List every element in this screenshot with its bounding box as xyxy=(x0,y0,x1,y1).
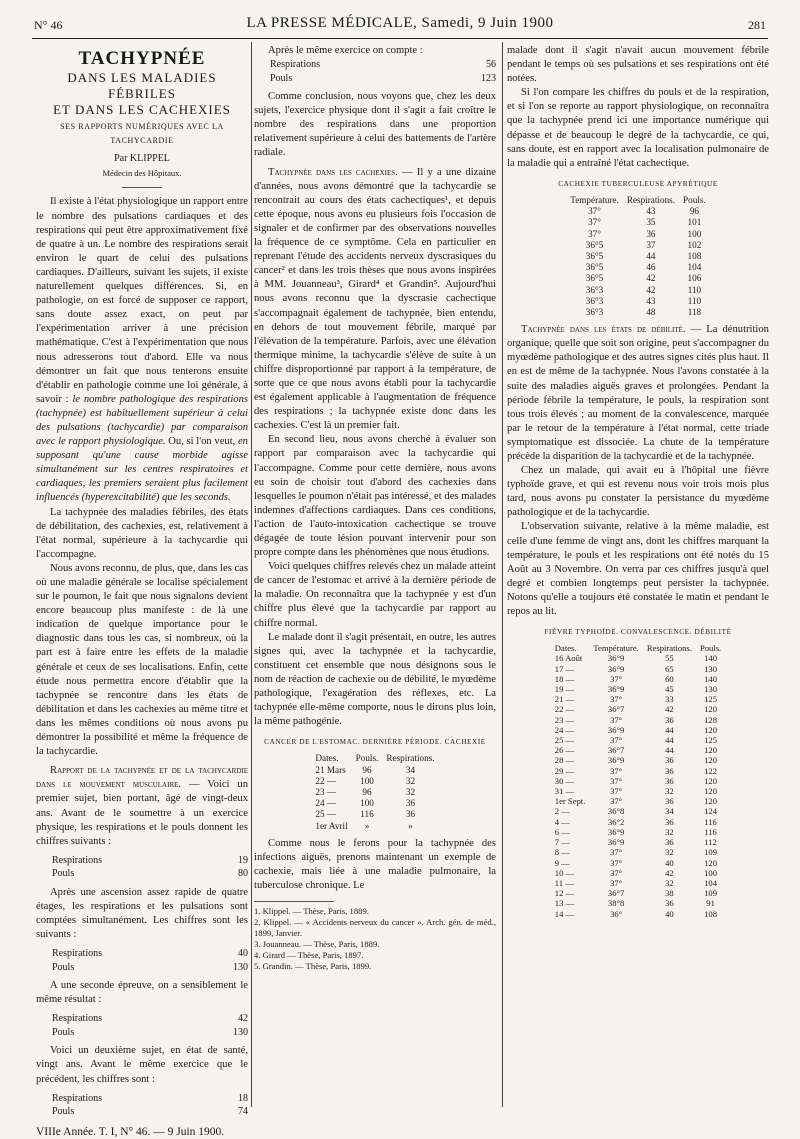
footnote: 5. Grandin. — Thèse, Paris, 1899. xyxy=(254,961,372,972)
table-row xyxy=(566,251,710,262)
table-header: Dates. xyxy=(315,753,339,764)
title-separator xyxy=(122,187,162,188)
paragraph: Comme nous le ferons pour la tachypnée des infections aiguës, prenons maintenant un exemple de cachexie, mais liée à une maladie pulmonaire, la tuberculose chronique. Le xyxy=(254,837,496,892)
table-row xyxy=(551,766,725,776)
table-cell: 23 — xyxy=(315,787,337,798)
table-cell: 32 xyxy=(665,826,674,837)
table-cell: 38 xyxy=(665,888,674,899)
table-cell: 10 — xyxy=(554,867,575,878)
table-cell: 34 xyxy=(405,764,416,775)
table-caption: CANCER DE L'ESTOMAC. DERNIÈRE PÉRIODE. CACHEXIE xyxy=(264,738,486,747)
data-table-tuberculose xyxy=(566,195,710,318)
table-cell: 37° xyxy=(610,847,623,858)
table-cell: 36°8 xyxy=(607,806,625,817)
table-cell: 33 xyxy=(665,694,674,705)
measure-row: Pouls 123 xyxy=(270,72,496,84)
table-row xyxy=(551,704,725,714)
table-cell: 108 xyxy=(687,250,702,261)
table-row xyxy=(311,821,438,832)
table-cell: 116 xyxy=(704,816,717,827)
table-cell: 101 xyxy=(687,217,702,228)
table-cell: 36°7 xyxy=(607,704,625,715)
measure-row: Respirations 40 xyxy=(52,948,248,960)
table-cell: 21 Mars xyxy=(315,764,346,775)
table-cell: 46 xyxy=(646,262,656,273)
table-cell: 36°5 xyxy=(585,262,604,273)
paragraph: Comme conclusion, nous voyons que, chez les deux sujets, l'exercice physique dont il s'agit a fait croître le nombre des respirations dans une proportion relativement supérieure à celui des battements de l'artère radiale. xyxy=(254,91,496,159)
table-cell: 37° xyxy=(610,775,623,786)
table-cell: 37° xyxy=(610,673,623,684)
table-row xyxy=(551,796,725,806)
table-cell: 108 xyxy=(704,908,718,919)
table-cell: 96 xyxy=(362,764,372,775)
paragraph: L'observation suivante, relative à la même maladie, est celle d'une femme de vingt ans, dont les chiffres marquant la température, le pouls et les respirations ont été notés du 15 Août au 3 Novembre. On verra par ces chiffres jusqu'à quel degré et combien longtemps peut persister la tachypnée. Notons qu'elle a toujours été constatée le matin et pendant le repos au lit. xyxy=(507,521,769,618)
data-table-typhoide xyxy=(551,643,725,918)
table-row xyxy=(566,285,710,296)
table-cell: 104 xyxy=(687,262,702,273)
table-cell: 65 xyxy=(665,663,674,674)
table-cell: 40 xyxy=(665,908,674,919)
table-row xyxy=(551,776,725,786)
table-cell: 110 xyxy=(687,295,702,306)
table-row xyxy=(551,694,725,704)
paragraph: Chez un malade, qui avait eu à l'hôpital une fièvre typhoïde grave, et qui est revenu nous voir trois mois plus tard, nous avons pu constater la persistance du myœdème pathologique et de la tachycardie. xyxy=(507,465,769,519)
table-cell: » xyxy=(364,820,370,831)
table-header: Respirations. xyxy=(626,194,676,205)
table-cell: 36°5 xyxy=(585,250,604,261)
table-cell: 36°2 xyxy=(607,816,625,827)
table-cell: 26 — xyxy=(554,745,575,756)
table-cell: 44 xyxy=(665,745,674,756)
column-1 xyxy=(36,44,248,1139)
table-cell: 32 xyxy=(405,775,416,786)
table-cell: 36°3 xyxy=(585,295,604,306)
table-cell: 36°7 xyxy=(607,745,625,756)
table-cell: 36°7 xyxy=(607,888,625,899)
table-cell: 120 xyxy=(704,724,718,735)
table-row xyxy=(566,229,710,240)
table-cell: 36 xyxy=(665,816,674,827)
table-cell: 42 xyxy=(665,704,674,715)
table-cell: 4 — xyxy=(554,816,570,827)
footnote: 2. Klippel. — « Accidents nerveux du cancer ». Arch. gén. de méd., 1899, Janvier. xyxy=(254,917,496,939)
section-heading-cachexies: Tachypnée dans les cachexies. — Il y a une dizaine d'années, nous avons démontré que la tachycardie se rencontrait au cours des états cachectiques¹, et depuis cette époque, nous avons eu plusieurs fois l'occasion de signaler et de confirmer par des observations nouvelles la fréquence de ce symptôme. Cela en particulier en reprenant l'étude des accidents nerveux dyscrasiques du cancer² et dans les trois thèses que nous avons inspirées à MM. Jouanneau³, Girard⁴ et Grandin⁵. Aujourd'hui nous avons reconnu que la dyscrasie cachectique s'accompagnait également de tachypnée, bien entendu, en dehors de tout mouvement fébrile, marqué par l'élévation de la température. Parfois, avec une élévation thermique minime, la tachycardie s'élève de suite à un chiffre disproportionné par rapport à la température, de sorte que ce que nous avons établi pour la tachycardie est également applicable à l'augmentation de fréquence des respirations ; la tachypnée existe donc dans les cachexies. C'est là un premier fait. xyxy=(254,166,496,432)
table-cell: 36 xyxy=(665,775,674,786)
table-row xyxy=(551,898,725,908)
table-cell: 130 xyxy=(704,684,718,695)
table-header: Pouls. xyxy=(699,643,722,654)
table-caption: FIÈVRE TYPHOÏDE. CONVALESCENCE. DÉBILITÉ xyxy=(544,628,732,637)
measure-row: Respirations 18 xyxy=(52,1092,248,1104)
table-row xyxy=(566,217,710,228)
header-rule xyxy=(32,38,768,39)
article-subtitle-3: SES RAPPORTS NUMÉRIQUES AVEC LA TACHYCARDIE xyxy=(60,122,224,146)
table-header: Dates. xyxy=(554,643,577,654)
table-cell: 36°9 xyxy=(607,663,625,674)
table-cell: 109 xyxy=(704,847,718,858)
table-cell: 36 xyxy=(665,765,674,776)
table-row xyxy=(551,888,725,898)
table-cell: 120 xyxy=(704,796,718,807)
table-cell: 42 xyxy=(665,867,674,878)
affiliation: Médecin des Hôpitaux. xyxy=(102,168,182,179)
table-cell: 34 xyxy=(665,806,674,817)
table-cell: 91 xyxy=(706,898,715,909)
table-cell: 37° xyxy=(588,228,601,239)
table-header: Pouls. xyxy=(355,753,379,764)
column-2 xyxy=(254,44,496,972)
table-cell: 102 xyxy=(687,239,702,250)
table-cell: 31 — xyxy=(554,786,575,797)
table-row xyxy=(551,868,725,878)
table-cell: 19 — xyxy=(554,684,575,695)
table-cell: 118 xyxy=(687,306,702,317)
table-cell: 36°3 xyxy=(585,284,604,295)
table-header: Respirations. xyxy=(386,753,435,764)
table-cell: 100 xyxy=(704,867,718,878)
table-cell: 37° xyxy=(588,217,601,228)
table-cell: 17 — xyxy=(554,663,575,674)
table-cell: 37° xyxy=(610,714,623,725)
table-cell: 37° xyxy=(610,857,623,868)
column-divider-1 xyxy=(251,42,252,1107)
table-cell: 100 xyxy=(360,798,374,809)
table-cell: 37° xyxy=(588,206,601,217)
table-cell: 140 xyxy=(704,673,718,684)
table-cell: 104 xyxy=(704,877,718,888)
table-cell: 36°9 xyxy=(607,653,625,664)
table-cell: 43 xyxy=(646,206,656,217)
column-3 xyxy=(507,44,769,919)
table-cell: 32 xyxy=(665,877,674,888)
table-cell: 36 xyxy=(665,755,674,766)
table-cell: 96 xyxy=(689,206,699,217)
table-cell: 36° xyxy=(610,908,623,919)
table-cell: 128 xyxy=(704,714,718,725)
table-cell: 1er Avril xyxy=(315,820,348,831)
table-cell: 36 xyxy=(665,796,674,807)
table-cell: 120 xyxy=(704,755,718,766)
table-cell: 23 — xyxy=(554,714,575,725)
measure-row: Respirations 42 xyxy=(52,1013,248,1025)
table-row xyxy=(551,817,725,827)
footnote: 4. Girard — Thèse, Paris, 1897. xyxy=(254,950,364,961)
table-caption: CACHEXIE TUBERCULEUSE APYRÉTIQUE xyxy=(558,179,718,188)
measure-row: Respirations 56 xyxy=(270,59,496,71)
measure-row: Pouls 74 xyxy=(52,1106,248,1118)
table-cell: 140 xyxy=(704,653,718,664)
table-cell: 37° xyxy=(610,796,623,807)
paragraph: Nous avons reconnu, de plus, que, dans les cas où une maladie générale se localise spécialement sur le poumon, le fait que nous signalons devient encore beaucoup plus manifeste : de là une indication de quelque importance pour le diagnostic dans tous les cas, si nombreux, où la part est à faire entre les effets de la maladie générale et ceux de ses localisations. Enfin, cette étude nous permettra encore d'établir que la tachypnée se rencontre dans les états de débilitation et dans les cachexies au même titre et dans les mêmes conditions où nous avons pu démontrer la possibilité et même la fréquence de la tachycardie. xyxy=(36,562,249,758)
table-cell: 116 xyxy=(360,809,374,820)
section-heading-rapport: Rapport de la tachypnée et de la tachycardie dans le mouvement musculaire. — Voici un premier sujet, bien portant, âgé de vingt-deux ans. Avant de le soumettre à un exercice physique, les respirations et le pouls donnent les chiffres suivants : xyxy=(36,765,249,847)
table-row xyxy=(551,755,725,765)
table-cell: 44 xyxy=(665,724,674,735)
table-cell: 120 xyxy=(704,704,718,715)
table-cell: 36 xyxy=(665,898,674,909)
table-row xyxy=(566,307,710,318)
table-row xyxy=(551,847,725,857)
table-cell: 37° xyxy=(610,694,623,705)
table-cell: 42 xyxy=(646,273,656,284)
table-cell: 42 xyxy=(646,284,656,295)
paragraph: Voici quelques chiffres relevés chez un malade atteint de cancer de l'estomac et arrivé à la dernière période de la maladie. On reconnaîtra que la tachypnée y est d'un chiffre plus élevé que la tachycardie par rapport au chiffre normal. xyxy=(254,561,496,629)
page-header xyxy=(0,0,800,36)
table-row xyxy=(551,674,725,684)
table-row xyxy=(551,745,725,755)
table-cell: 28 — xyxy=(554,755,575,766)
table-cell: 109 xyxy=(704,888,718,899)
table-cell: 36 xyxy=(405,809,416,820)
table-cell: 130 xyxy=(704,663,718,674)
article-subtitle-1: DANS LES MALADIES FÉBRILES xyxy=(67,70,217,102)
table-row xyxy=(551,786,725,796)
table-cell: 7 — xyxy=(554,837,570,848)
table-cell: 2 — xyxy=(554,806,570,817)
table-cell: 36 xyxy=(646,228,656,239)
table-cell: 36°5 xyxy=(585,273,604,284)
table-cell: 122 xyxy=(704,765,718,776)
table-cell: 32 xyxy=(665,786,674,797)
table-cell: 36°9 xyxy=(607,724,625,735)
table-cell: 1er Sept. xyxy=(554,796,586,807)
table-cell: 48 xyxy=(646,306,656,317)
table-cell: 120 xyxy=(704,857,718,868)
table-row xyxy=(311,798,438,809)
table-cell: 14 — xyxy=(554,908,575,919)
table-cell: 120 xyxy=(704,745,718,756)
issue-number: N° 46 xyxy=(34,18,63,32)
paragraph: malade dont il s'agit n'avait aucun mouvement fébrile pendant le temps où ses pulsations et ses respirations ont été notées. xyxy=(507,45,769,85)
table-cell: 13 — xyxy=(554,898,575,909)
measure-row: Pouls 130 xyxy=(52,1026,248,1038)
paragraph: Il existe à l'état physiologique un rapport entre le nombre des pulsations cardiaques et des respirations qui peut être approximativement fixé de quatre à un. Le nombre des respirations serait environ le quart de celui des pulsations cardiaques. D'ailleurs, suivant les sujets, il existe naturellement quelques différences. Si, en pathologie, on est forcé de supposer ce rapport, sans doute assez exact, on peut par l'expérimentation arriver à une précision mathématique. C'est à l'expérimentation que nous nous adresserons tout d'abord. Elle va nous démontrer un fait que nous tenterons ensuite d'établir en pathologie comme une loi générale, à savoir : le nombre pathologique des respirations (tachypnée) est habituellement supérieur à celui des pulsations (tachycardie) par comparaison avec le rapport physiologique. Ou, si l'on veut, en supposant qu'une cause morbide agisse simultanément sur les centres respiratoires et cardiaques, les premiers seraient plus facilement influencés (hyperexcitabilité) que les seconds. xyxy=(36,196,248,504)
table-row xyxy=(551,653,725,663)
table-cell: 25 — xyxy=(554,735,575,746)
table-cell: 11 — xyxy=(554,877,574,888)
table-cell: 22 — xyxy=(315,775,337,786)
table-row xyxy=(566,262,710,273)
table-row xyxy=(551,806,725,816)
footnotes xyxy=(254,906,496,972)
table-cell: 45 xyxy=(665,684,674,695)
table-row xyxy=(311,776,438,787)
paragraph: Si l'on compare les chiffres du pouls et de la respiration, et si l'on se reporte au rapport physiologique, on reconnaîtra que la tachypnée prend ici une importance numérique qui dépasse et de beaucoup le degré de la tachycardie, ce qui, sans doute, est en rapport avec la localisation pulmonaire de la maladie qui a entraîné l'état cachectique. xyxy=(507,87,769,169)
measure-row: Pouls 80 xyxy=(52,868,248,880)
footnote: 1. Klippel. — Thèse, Paris, 1889. xyxy=(254,906,369,917)
table-cell: 36°9 xyxy=(607,755,625,766)
table-cell: 24 — xyxy=(315,798,337,809)
table-cell: 43 xyxy=(646,295,656,306)
section-heading-debilite: Tachypnée dans les états de débilité. — La dénutrition organique, quelle que soit son origine, peut s'accompagner du myœdème pathologique et des autres signes cités plus haut. Il en est de même de la tachypnée. Nous l'avons constatée à la suite des maladies aiguës graves et prolongées. Pendant la période fébrile la température, le pouls, la respiration sont tous trois élevés ; au moment de la convalescence, marquée par le retour de la température à l'état normal, cette triade symptomatique est dissociée. La chute de la température précède la disparition de la tachycardie et de la tachypnée. xyxy=(507,324,769,463)
table-cell: 37° xyxy=(610,786,623,797)
footnote: 3. Jouanneau. — Thèse, Paris, 1889. xyxy=(254,939,380,950)
table-cell: 96 xyxy=(362,787,372,798)
table-header: Température. xyxy=(570,194,619,205)
table-cell: 37° xyxy=(610,877,623,888)
byline: Par KLIPPEL xyxy=(114,153,170,165)
table-cell: 24 — xyxy=(554,724,575,735)
table-cell: 36°3 xyxy=(585,306,604,317)
table-cell: 32 xyxy=(405,787,416,798)
table-cell: 40 xyxy=(665,857,674,868)
table-row xyxy=(551,684,725,694)
table-cell: 116 xyxy=(704,826,717,837)
table-cell: 6 — xyxy=(554,826,570,837)
table-cell: 112 xyxy=(704,837,717,848)
paragraph: Après le même exercice on compte : xyxy=(268,45,423,56)
table-cell: 29 — xyxy=(554,765,575,776)
table-cell: 124 xyxy=(704,806,718,817)
table-row xyxy=(311,765,438,776)
table-row xyxy=(551,878,725,888)
table-row xyxy=(311,787,438,798)
measure-row: Respirations 19 xyxy=(52,854,248,866)
paragraph: En second lieu, nous avons cherché à évaluer son rapport par comparaison avec la tachycardie qui l'accompagne. Comme pour cette dernière, nous avons eu soin de choisir tout d'abord des cachexies dans lesquelles le poumon n'était pas intéressé, et des malades indemnes d'affections cardiaques. Dans ces conditions, l'action de l'auto-intoxication cachectique se trouve dégagée de toute lésion pouvant intervenir pour son propre compte dans les phénomènes que nous étudions. xyxy=(254,434,496,559)
table-cell: 36 xyxy=(665,837,674,848)
journal-title: LA PRESSE MÉDICALE, Samedi, 9 Juin 1900 xyxy=(246,15,554,31)
paragraph: La tachypnée des maladies fébriles, des états de débilitation, des cachexies, est, relativement à l'état normal, supérieure à la tachycardie qui l'accompagne. xyxy=(36,506,248,560)
article-subtitle-2: ET DANS LES CACHEXIES xyxy=(53,102,231,118)
table-cell: 36 xyxy=(665,714,674,725)
table-cell: 36 xyxy=(405,798,416,809)
table-cell: 36°9 xyxy=(607,837,625,848)
table-cell: 8 — xyxy=(554,847,570,858)
table-cell: 9 — xyxy=(554,857,570,868)
article-title: TACHYPNÉE xyxy=(78,48,206,69)
table-cell: 100 xyxy=(687,228,702,239)
table-header: Pouls. xyxy=(683,194,706,205)
column-divider-2 xyxy=(502,42,503,1107)
table-cell: 21 — xyxy=(554,694,575,705)
table-cell: 35 xyxy=(646,217,656,228)
table-row xyxy=(566,206,710,217)
footnote-rule xyxy=(254,901,334,902)
paragraph: Le malade dont il s'agit présentait, en outre, les autres signes qui, avec la tachypnée et la tachycardie, constituent cet ensemble que nous désignons sous le nom de réaction de cachexie ou de débilité, le myœdème pathologique, l'exagération des réflexes, etc. La tachypnée elle-même comporte, nous le dirons plus loin, la même pathogénie. xyxy=(254,631,496,728)
paragraph: A une seconde épreuve, on a sensiblement le même résultat : xyxy=(36,980,248,1006)
table-cell: 110 xyxy=(687,284,702,295)
table-cell: 37 xyxy=(646,239,656,250)
table-cell: 36°9 xyxy=(607,684,625,695)
table-cell: 36°5 xyxy=(585,239,604,250)
table-row xyxy=(566,296,710,307)
table-cell: 37° xyxy=(610,735,623,746)
page-number: 281 xyxy=(748,18,766,32)
table-cell: 22 — xyxy=(554,704,575,715)
measure-row: Pouls 130 xyxy=(52,961,248,973)
table-row xyxy=(311,809,438,820)
table-cell: 38°8 xyxy=(607,898,625,909)
table-cell: 44 xyxy=(665,735,674,746)
table-row xyxy=(566,273,710,284)
table-row xyxy=(566,240,710,251)
issue-footer: VIIIe Année. T. I, N° 46. — 9 Juin 1900. xyxy=(36,1125,225,1138)
table-cell: 37° xyxy=(610,867,623,878)
table-cell: 100 xyxy=(360,775,374,786)
table-header: Température. xyxy=(593,643,639,654)
table-row xyxy=(551,837,725,847)
table-cell: 12 — xyxy=(554,888,575,899)
table-row xyxy=(551,909,725,919)
table-header: Respirations. xyxy=(646,643,692,654)
table-cell: 55 xyxy=(665,653,674,664)
table-cell: 125 xyxy=(704,694,718,705)
table-cell: 37° xyxy=(610,765,623,776)
table-row xyxy=(551,827,725,837)
table-row xyxy=(551,858,725,868)
table-row xyxy=(551,715,725,725)
table-cell: 18 — xyxy=(554,673,575,684)
table-cell: 60 xyxy=(665,673,674,684)
table-cell: 120 xyxy=(704,775,718,786)
paragraph: Voici un deuxième sujet, en état de santé, vingt ans. Avant le même exercice que le précédent, les chiffres sont : xyxy=(36,1045,248,1085)
paragraph: Après une ascension assez rapide de quatre étages, les respirations et les pulsations sont comptées simultanément. Les chiffres sont les suivants : xyxy=(36,886,248,941)
table-cell: 32 xyxy=(665,847,674,858)
table-cell: 125 xyxy=(704,735,718,746)
table-cell: 120 xyxy=(704,786,718,797)
data-table-cancer xyxy=(311,753,438,831)
table-cell: 36°9 xyxy=(607,826,625,837)
table-cell: 106 xyxy=(687,273,702,284)
table-row xyxy=(551,664,725,674)
table-row xyxy=(551,735,725,745)
table-cell: 25 — xyxy=(315,809,337,820)
table-cell: 30 — xyxy=(554,775,575,786)
table-cell: » xyxy=(408,820,413,831)
table-cell: 44 xyxy=(646,250,656,261)
table-cell: 16 Août xyxy=(554,653,583,664)
table-row xyxy=(551,725,725,735)
